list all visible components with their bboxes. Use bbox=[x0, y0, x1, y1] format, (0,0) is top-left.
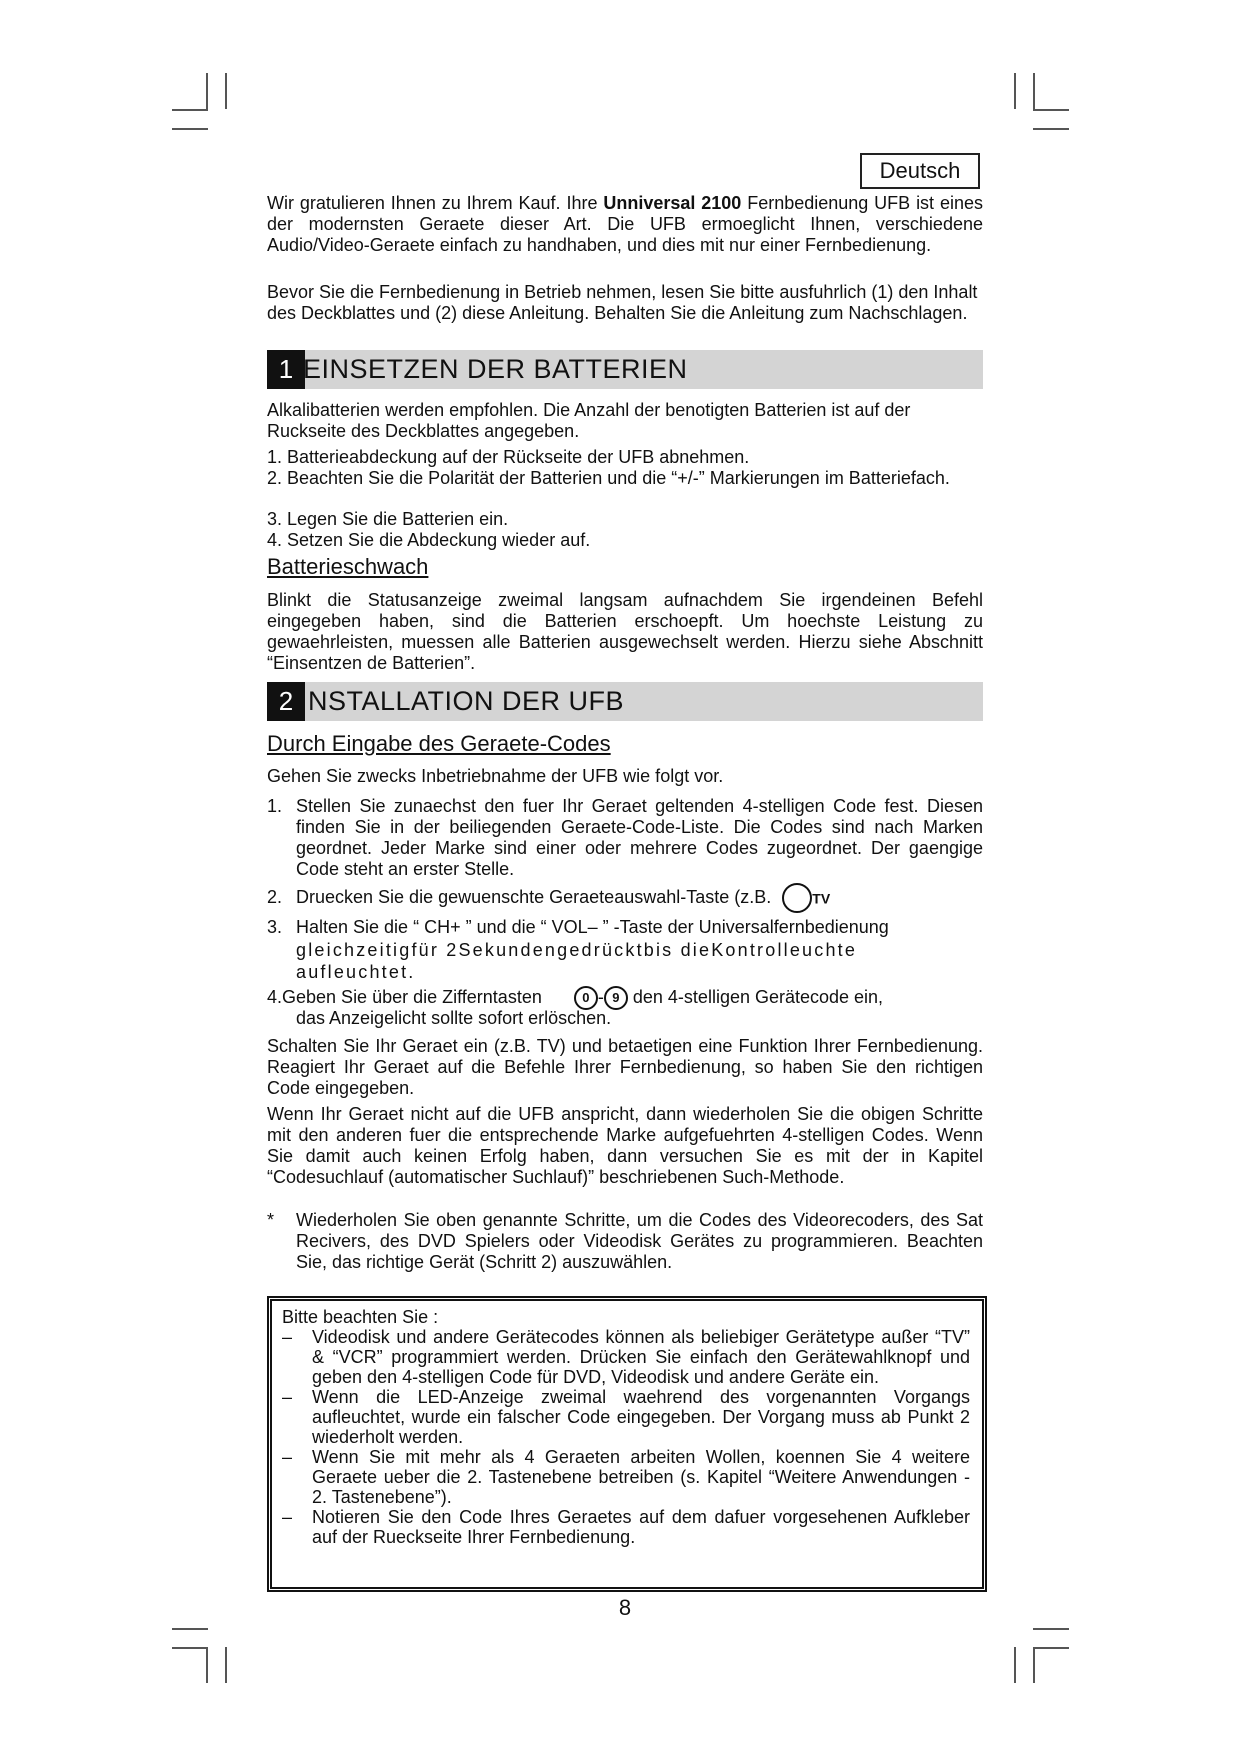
note-item bbox=[282, 1327, 970, 1387]
range-dash: - bbox=[597, 986, 604, 1007]
tv-button-label: TV bbox=[812, 890, 831, 907]
dash-bullet: – bbox=[282, 1327, 293, 1347]
subheading-device-code: Durch Eingabe des Geraete-Codes bbox=[267, 731, 611, 756]
retry-paragraph: Wenn Ihr Geraet nicht auf die UFB anspricht, dann wiederholen Sie die obigen Schritte mit den anderen fuer die entsprechende Marke aufgefuehrten 4-stelligen Codes. Wenn Sie damit auch keinen Erfolg haben, dann versuchen Sie es mit der in Kapitel “Codesuchlauf (automatischer Suchlauf)” beschriebenen Such-Methode. bbox=[267, 1104, 983, 1187]
digit-9-icon: 9 bbox=[604, 986, 628, 1010]
notes-box bbox=[267, 1296, 987, 1592]
crop-mark bbox=[1033, 1647, 1035, 1683]
section-title: NSTALLATION DER UFB bbox=[308, 686, 625, 716]
intro-text: Fernbedienung UFB ist eines der modernsten Geraete dieser Art. Die UFB ermoeglicht Ihnen, verschiedene Audio/Video-Geraete einfach zu handhaben, und dies mit nur einer Fernbedienung. bbox=[267, 193, 983, 255]
battery-step-text: 2. Beachten Sie die Polarität der Batterien und die “+/-” Markierungen im Batteriefach. bbox=[267, 468, 950, 488]
battery-intro: Alkalibatterien werden empfohlen. Die Anzahl der benotigten Batterien ist auf der Ruckseite des Deckblattes angegeben. bbox=[267, 400, 911, 441]
note-item bbox=[282, 1507, 970, 1547]
verify-paragraph: Schalten Sie Ihr Geraet ein (z.B. TV) und betaetigen eine Funktion Ihrer Fernbedienung. Reagiert Ihr Geraet auf die Befehle Ihrer Fernbedienung, so haben Sie den richtigen Code eingegeben. bbox=[267, 1036, 983, 1098]
intro-paragraph-2: Bevor Sie die Fernbedienung in Betrieb nehmen, lesen Sie bitte ausfuhrlich (1) den Inhalt des Deckblattes und (2) diese Anleitung. Behalten Sie die Anleitung zum Nachschlagen. bbox=[267, 282, 978, 323]
install-step-number: 3. bbox=[267, 917, 283, 937]
crop-mark bbox=[1033, 128, 1069, 130]
dash-bullet: – bbox=[282, 1507, 293, 1527]
intro-paragraph bbox=[267, 193, 983, 256]
installation-intro: Gehen Sie zwecks Inbetriebnahme der UFB wie folgt vor. bbox=[267, 766, 724, 786]
battery-step: 4. Setzen Sie die Abdeckung wieder auf. bbox=[267, 530, 591, 550]
subheading-low-battery: Batterieschwach bbox=[267, 554, 429, 579]
crop-mark bbox=[172, 1647, 208, 1649]
install-step-3-cont: gleichzeitigfür 2Sekundengedrücktbis dieKontrolleuchte aufleuchtet. bbox=[296, 940, 858, 982]
install-step-1: Stellen Sie zunaechst den fuer Ihr Geraet geltenden 4-stelligen Code fest. Diesen finden Sie in der beiliegenden Geraete-Code-Liste. Die Codes sind nach Marken geordnet. Jeder Marke sind einer oder mehrere Codes zugeordnet. Der gaengige Code steht an erster Stelle. bbox=[296, 796, 983, 879]
crop-mark bbox=[1033, 1628, 1069, 1630]
tv-button-icon bbox=[782, 883, 812, 913]
install-step-number: 1. bbox=[267, 796, 283, 816]
note-text: Notieren Sie den Code Ihres Geraetes auf dem dafuer vorgesehenen Aufkleber auf der Rueckseite Ihrer Fernbedienung. bbox=[312, 1507, 970, 1547]
section-header-installation bbox=[267, 682, 983, 721]
install-step-2-text: Druecken Sie die gewuenschte Geraeteauswahl-Taste (z.B. bbox=[296, 887, 772, 907]
install-step-number: 2. bbox=[267, 887, 283, 907]
crop-mark bbox=[1033, 1647, 1069, 1649]
crop-mark bbox=[206, 73, 208, 109]
crop-mark bbox=[1033, 109, 1069, 111]
note-item bbox=[282, 1447, 970, 1507]
battery-step: 3. Legen Sie die Batterien ein. bbox=[267, 509, 509, 529]
notes-heading: Bitte beachten Sie : bbox=[282, 1307, 439, 1327]
install-step-4-text: den 4-stelligen Gerätecode ein, bbox=[632, 986, 884, 1007]
install-step-2 bbox=[296, 882, 983, 913]
page-number: 8 bbox=[618, 1595, 632, 1620]
install-step-4-cont: das Anzeigelicht sollte sofort erlöschen. bbox=[296, 1008, 612, 1028]
crop-mark bbox=[172, 128, 208, 130]
dash-bullet: – bbox=[282, 1387, 293, 1407]
section-title: EINSETZEN DER BATTERIEN bbox=[303, 354, 688, 384]
crop-mark bbox=[225, 1647, 227, 1683]
crop-mark bbox=[172, 109, 208, 111]
digit-0-icon: 0 bbox=[574, 986, 598, 1010]
repeat-note: Wiederholen Sie oben genannte Schritte, um die Codes des Videorecoders, des Sat Recivers, des DVD Spielers oder Videodisk Gerätes zu programmieren. Beachten Sie, das richtige Gerät (Schritt 2) auszuwählen. bbox=[296, 1210, 983, 1272]
crop-mark bbox=[225, 73, 227, 109]
crop-mark bbox=[172, 1628, 208, 1630]
install-step-3: Halten Sie die “ CH+ ” und die “ VOL– ” -Taste der Universalfernbedienung bbox=[296, 917, 889, 937]
note-item bbox=[282, 1387, 970, 1447]
battery-step bbox=[267, 468, 983, 489]
crop-mark bbox=[1014, 73, 1016, 109]
note-text: Wenn Sie mit mehr als 4 Geraeten arbeiten Wollen, koennen Sie 4 weitere Geraete ueber die 2. Tastenebene betreiben (s. Kapitel “Weitere Anwendungen - 2. Tastenebene”). bbox=[312, 1447, 970, 1507]
product-name: Unniversal 2100 bbox=[603, 193, 742, 213]
section-number: 2 bbox=[267, 682, 305, 721]
install-step-4 bbox=[267, 986, 983, 1010]
notes-content bbox=[282, 1307, 970, 1547]
asterisk-mark: * bbox=[267, 1210, 275, 1230]
section-header-batteries bbox=[267, 350, 983, 389]
crop-mark bbox=[206, 1647, 208, 1683]
note-text: Videodisk und andere Gerätecodes können als beliebiger Gerätetype außer “TV” & “VCR” programmiert werden. Drücken Sie einfach den Gerätewahlknopf und geben den 4-stelligen Code für DVD, Videodisk und andere Geräte ein. bbox=[312, 1327, 970, 1387]
crop-mark bbox=[1033, 73, 1035, 109]
section-number: 1 bbox=[267, 350, 305, 389]
crop-mark bbox=[1014, 1647, 1016, 1683]
dash-bullet: – bbox=[282, 1447, 293, 1467]
low-battery-text: Blinkt die Statusanzeige zweimal langsam aufnachdem Sie irgendeinen Befehl eingegeben haben, sind die Batterien erschoepft. Um hoechste Leistung zu gewaehrleisten, muessen alle Batterien ausgewechselt werden. Hierzu siehe Abschnitt “Einsentzen de Batterien”. bbox=[267, 590, 983, 673]
language-tab: Deutsch bbox=[860, 153, 980, 189]
intro-text: Wir gratulieren Ihnen zu Ihrem Kauf. Ihre bbox=[267, 193, 604, 213]
note-text: Wenn die LED-Anzeige zweimal waehrend des vorgenannten Vorgangs aufleuchtet, wurde ein falscher Code eingegeben. Der Vorgang muss ab Punkt 2 wiederholt werden. bbox=[312, 1387, 970, 1447]
battery-step: 1. Batterieabdeckung auf der Rückseite der UFB abnehmen. bbox=[267, 447, 750, 467]
install-step-4-text: 4.Geben Sie über die Zifferntasten bbox=[267, 986, 542, 1007]
